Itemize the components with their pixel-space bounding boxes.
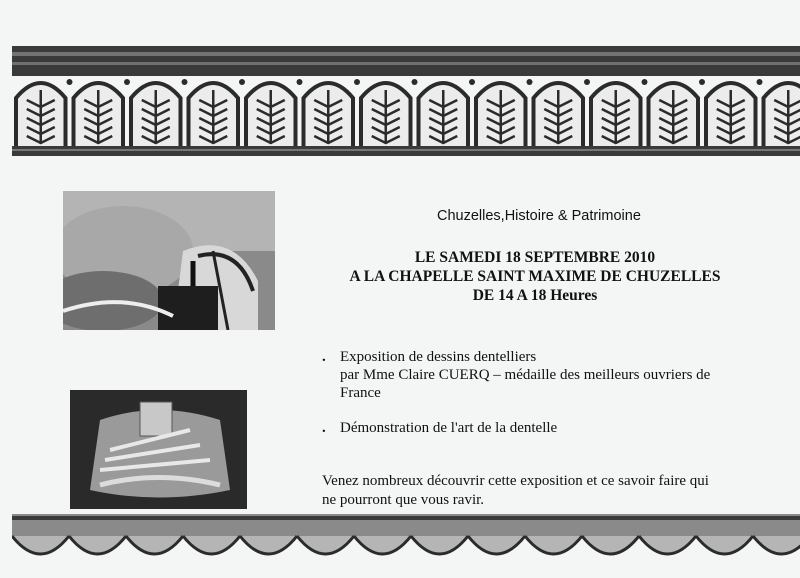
activity-line: France xyxy=(340,385,381,401)
lace-dot xyxy=(412,79,418,85)
lace-scallop xyxy=(468,536,525,554)
lace-dot xyxy=(699,79,705,85)
event-venue: A LA CHAPELLE SAINT MAXIME DE CHUZELLES xyxy=(349,268,721,285)
lace-arch xyxy=(764,83,800,148)
lace-scallop xyxy=(240,536,297,554)
top-lace-border xyxy=(12,38,800,160)
closing-invitation xyxy=(322,472,752,510)
lace-dot xyxy=(584,79,590,85)
lace-scallop xyxy=(639,536,696,554)
lace-dot xyxy=(642,79,648,85)
lace-dot xyxy=(527,79,533,85)
lace-dot xyxy=(67,79,73,85)
activity-exhibition xyxy=(322,348,752,402)
lace-scallop xyxy=(525,536,582,554)
lacemaking-hands-photo xyxy=(63,191,275,330)
event-details xyxy=(330,248,740,305)
lace-scallop xyxy=(183,536,240,554)
activity-demonstration xyxy=(322,419,752,437)
lace-scallop xyxy=(126,536,183,554)
lace-dot xyxy=(757,79,763,85)
lace-dot xyxy=(124,79,130,85)
lace-scallop xyxy=(12,536,69,554)
lace-scallop xyxy=(354,536,411,554)
event-time: DE 14 A 18 Heures xyxy=(472,287,598,304)
bottom-lace-border xyxy=(12,512,800,570)
lace-scallop xyxy=(753,536,800,554)
bullet: . xyxy=(322,349,326,365)
lace-dot xyxy=(182,79,188,85)
event-date: LE SAMEDI 18 SEPTEMBRE 2010 xyxy=(414,249,656,266)
lace-scallop xyxy=(411,536,468,554)
lace-scallop xyxy=(582,536,639,554)
closing-line: ne pourront que vous ravir. xyxy=(322,492,485,508)
bobbin-lace-pillow-photo xyxy=(70,390,247,509)
activity-line: par Mme Claire CUERQ – médaille des meilleurs ouvriers de xyxy=(340,367,711,383)
lace-scallop xyxy=(297,536,354,554)
lace-dot xyxy=(297,79,303,85)
lace-dot xyxy=(239,79,245,85)
lace-dot xyxy=(354,79,360,85)
closing-line: Venez nombreux découvrir cette exposition et ce savoir faire qui xyxy=(322,473,709,489)
bullet: . xyxy=(322,420,326,436)
activity-line: Démonstration de l'art de la dentelle xyxy=(340,420,558,436)
lace-scallop xyxy=(69,536,126,554)
lace-scallop xyxy=(696,536,753,554)
activity-line: Exposition de dessins dentelliers xyxy=(340,349,537,365)
organizer-title: Chuzelles,Histoire & Patrimoine xyxy=(437,208,641,224)
lace-dot xyxy=(469,79,475,85)
